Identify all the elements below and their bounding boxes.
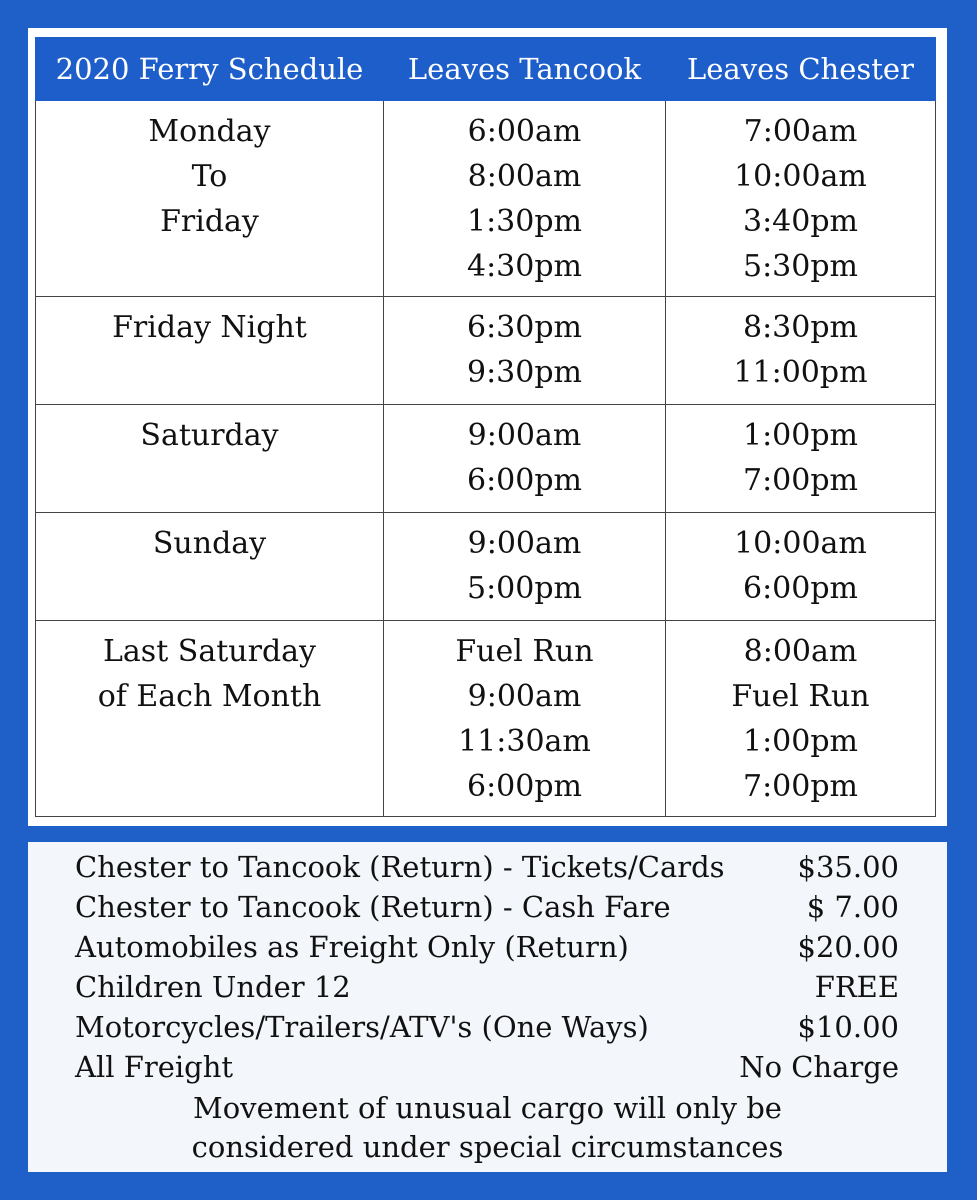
- chester-times-cell: [666, 405, 936, 513]
- tancook-times-cell: [384, 621, 666, 817]
- departure-time: 1:00pm: [742, 724, 859, 759]
- table-row: [36, 621, 936, 817]
- departure-time: 6:30pm: [466, 310, 583, 345]
- departure-time: 10:00am: [734, 159, 867, 194]
- cargo-note-line: considered under special circumstances: [191, 1130, 784, 1164]
- day-cell: [36, 297, 384, 405]
- fare-row: [75, 847, 899, 887]
- departure-time: 7:00pm: [742, 463, 859, 498]
- header-leaves-tancook: Leaves Tancook: [384, 38, 666, 101]
- tancook-times-cell: [384, 513, 666, 621]
- departure-time: 9:00am: [467, 679, 582, 714]
- chester-times-cell: [666, 513, 936, 621]
- day-label: Friday Night: [112, 310, 307, 345]
- day-label: Monday: [148, 114, 271, 149]
- departure-time: 1:00pm: [742, 418, 859, 453]
- fare-label: Motorcycles/Trailers/ATV's (One Ways): [75, 1010, 649, 1044]
- fare-row: [75, 967, 899, 1007]
- tancook-times-cell: [384, 297, 666, 405]
- day-label: Friday: [160, 204, 259, 239]
- departure-time: 11:30am: [458, 724, 591, 759]
- departure-time: 6:00am: [467, 114, 582, 149]
- departure-time: 9:00am: [467, 418, 582, 453]
- departure-time: 6:00pm: [742, 571, 859, 606]
- departure-time: 3:40pm: [742, 204, 859, 239]
- day-cell: [36, 621, 384, 817]
- departure-time: 9:00am: [467, 526, 582, 561]
- fare-label: Chester to Tancook (Return) - Tickets/Cards: [75, 850, 725, 884]
- day-cell: [36, 101, 384, 297]
- departure-time: 10:00am: [734, 526, 867, 561]
- table-row: [36, 513, 936, 621]
- table-row: [36, 101, 936, 297]
- departure-time: 6:00pm: [466, 769, 583, 804]
- schedule-table: [35, 37, 936, 817]
- fare-row: [75, 1007, 899, 1047]
- day-label: Last Saturday: [103, 634, 316, 669]
- table-header-row: [36, 38, 936, 101]
- cargo-note-line: Movement of unusual cargo will only be: [193, 1091, 782, 1125]
- schedule-panel: [28, 28, 947, 826]
- departure-time: 4:30pm: [466, 249, 583, 284]
- fare-row: [75, 1047, 899, 1087]
- departure-time: 8:00am: [467, 159, 582, 194]
- header-schedule-title: 2020 Ferry Schedule: [36, 38, 384, 101]
- day-label: To: [191, 159, 228, 194]
- fares-panel: [28, 842, 947, 1172]
- departure-time: 5:30pm: [742, 249, 859, 284]
- departure-time: 11:00pm: [733, 355, 868, 390]
- departure-time: Fuel Run: [731, 679, 870, 714]
- day-label: Saturday: [140, 418, 279, 453]
- fare-row: [75, 927, 899, 967]
- fare-label: Chester to Tancook (Return) - Cash Fare: [75, 890, 671, 924]
- departure-time: 7:00am: [743, 114, 858, 149]
- fare-price: $35.00: [797, 850, 899, 884]
- fare-price: FREE: [814, 970, 899, 1004]
- departure-time: 9:30pm: [466, 355, 583, 390]
- fare-price: $ 7.00: [806, 890, 899, 924]
- departure-time: 1:30pm: [466, 204, 583, 239]
- fare-price: No Charge: [739, 1050, 899, 1084]
- tancook-times-cell: [384, 101, 666, 297]
- table-row: [36, 405, 936, 513]
- fare-label: Children Under 12: [75, 970, 351, 1004]
- table-row: [36, 297, 936, 405]
- departure-time: 8:30pm: [742, 310, 859, 345]
- fare-label: All Freight: [75, 1050, 234, 1084]
- day-label: Sunday: [152, 526, 267, 561]
- tancook-times-cell: [384, 405, 666, 513]
- departure-time: 7:00pm: [742, 769, 859, 804]
- day-cell: [36, 513, 384, 621]
- departure-time: Fuel Run: [455, 634, 594, 669]
- fare-price: $10.00: [797, 1010, 899, 1044]
- chester-times-cell: [666, 297, 936, 405]
- departure-time: 8:00am: [743, 634, 858, 669]
- departure-time: 6:00pm: [466, 463, 583, 498]
- day-label: of Each Month: [97, 679, 322, 714]
- chester-times-cell: [666, 101, 936, 297]
- departure-time: 5:00pm: [466, 571, 583, 606]
- day-cell: [36, 405, 384, 513]
- fare-label: Automobiles as Freight Only (Return): [75, 930, 629, 964]
- chester-times-cell: [666, 621, 936, 817]
- fare-row: [75, 887, 899, 927]
- fare-price: $20.00: [797, 930, 899, 964]
- header-leaves-chester: Leaves Chester: [666, 38, 936, 101]
